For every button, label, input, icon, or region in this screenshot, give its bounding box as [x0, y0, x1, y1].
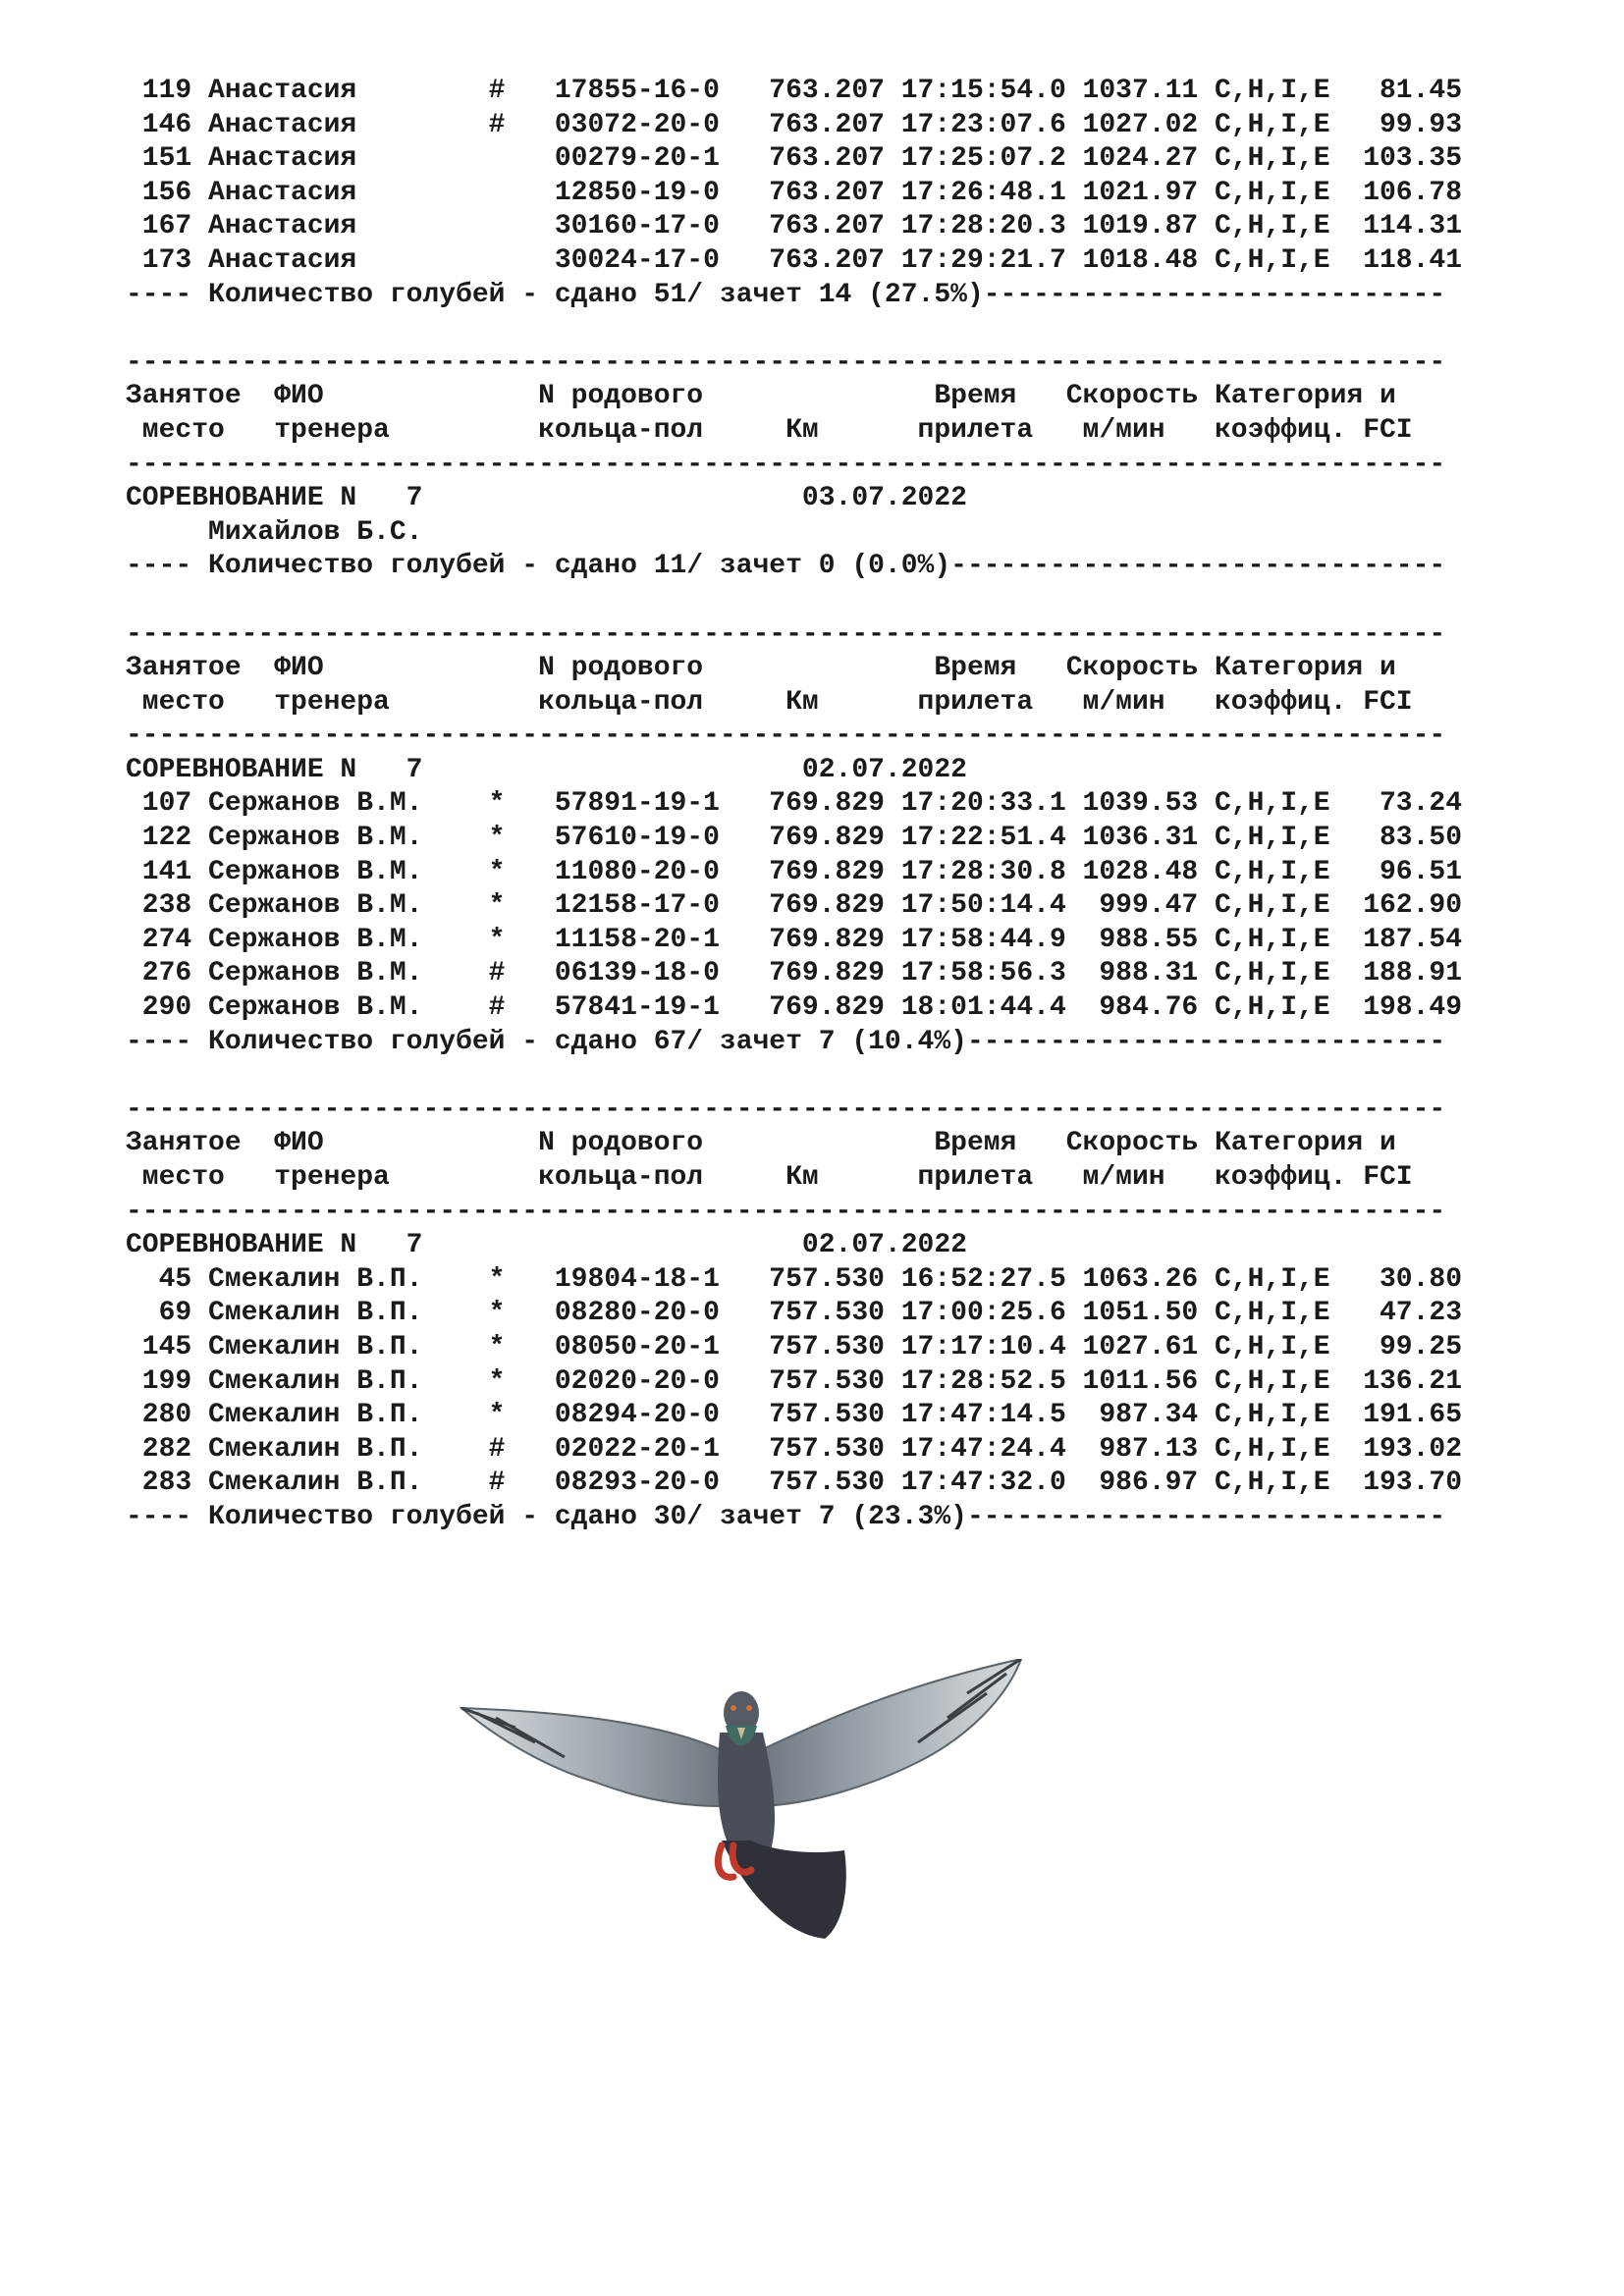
- report-line: 283 Смекалин В.П. # 08293-20-0 757.530 17:47:32.0 986.97 C,H,I,E 193.70: [126, 1468, 1463, 1499]
- report-line: ---- Количество голубей - сдано 11/ зачет 0 (0.0%)------------------------------: [126, 551, 1446, 582]
- report-line: ---- Количество голубей - сдано 30/ зачет 7 (23.3%)-----------------------------: [126, 1501, 1446, 1532]
- pigeon-eye: [731, 1705, 736, 1711]
- report-line: [126, 312, 1462, 347]
- report-line: место тренера кольца-пол Км прилета м/мин коэффиц. FCI: [126, 414, 1413, 446]
- report-line: 199 Смекалин В.П. * 02020-20-0 757.530 17:28:52.5 1011.56 C,H,I,E 136.21: [126, 1365, 1463, 1397]
- report-line: место тренера кольца-пол Км прилета м/мин коэффиц. FCI: [126, 686, 1413, 718]
- pigeon-illustration: [457, 1659, 1026, 1953]
- report-line: СОРЕВНОВАНИЕ N 7 02.07.2022: [126, 1230, 967, 1261]
- report-line: Занятое ФИО N родового Время Скорость Категория и: [126, 653, 1396, 684]
- results-listing: [126, 75, 1462, 1535]
- report-line: Занятое ФИО N родового Время Скорость Категория и: [126, 1128, 1396, 1159]
- report-line: СОРЕВНОВАНИЕ N 7 02.07.2022: [126, 754, 967, 785]
- report-line: [126, 1059, 1462, 1094]
- report-line: --------------------------------------------------------------------------------: [126, 347, 1446, 378]
- report-line: Михайлов Б.С.: [126, 516, 423, 548]
- report-line: 45 Смекалин В.П. * 19804-18-1 757.530 16:52:27.5 1063.26 C,H,I,E 30.80: [126, 1263, 1463, 1295]
- report-line: 282 Смекалин В.П. # 02022-20-1 757.530 17:47:24.4 987.13 C,H,I,E 193.02: [126, 1433, 1463, 1465]
- report-line: 276 Сержанов В.М. # 06139-18-0 769.829 17:58:56.3 988.31 C,H,I,E 188.91: [126, 958, 1463, 989]
- report-line: 122 Сержанов В.М. * 57610-19-0 769.829 17:22:51.4 1036.31 C,H,I,E 83.50: [126, 823, 1463, 854]
- report-line: --------------------------------------------------------------------------------: [126, 1094, 1446, 1125]
- report-line: 156 Анастасия 12850-19-0 763.207 17:26:48.1 1021.97 C,H,I,E 106.78: [126, 177, 1463, 208]
- report-line: 145 Смекалин В.П. * 08050-20-1 757.530 17:17:10.4 1027.61 C,H,I,E 99.25: [126, 1331, 1463, 1362]
- right-wing: [756, 1659, 1021, 1806]
- report-line: 151 Анастасия 00279-20-1 763.207 17:25:07.2 1024.27 C,H,I,E 103.35: [126, 143, 1463, 175]
- report-line: 274 Сержанов В.М. * 11158-20-1 769.829 17:58:44.9 988.55 C,H,I,E 187.54: [126, 924, 1463, 955]
- report-line: 119 Анастасия # 17855-16-0 763.207 17:15:54.0 1037.11 C,H,I,E 81.45: [126, 76, 1463, 106]
- report-line: [126, 584, 1462, 618]
- report-line: 146 Анастасия # 03072-20-0 763.207 17:23:07.6 1027.02 C,H,I,E 99.93: [126, 109, 1463, 140]
- report-line: 238 Сержанов В.М. * 12158-17-0 769.829 17:50:14.4 999.47 C,H,I,E 162.90: [126, 890, 1463, 922]
- report-line: ---- Количество голубей - сдано 67/ зачет 7 (10.4%)-----------------------------: [126, 1026, 1446, 1057]
- report-line: Занятое ФИО N родового Время Скорость Категория и: [126, 381, 1396, 412]
- report-line: --------------------------------------------------------------------------------: [126, 1196, 1446, 1227]
- report-line: ---- Количество голубей - сдано 51/ зачет 14 (27.5%)----------------------------: [126, 279, 1446, 310]
- report-line: 141 Сержанов В.М. * 11080-20-0 769.829 17:28:30.8 1028.48 C,H,I,E 96.51: [126, 856, 1463, 887]
- report-line: 280 Смекалин В.П. * 08294-20-0 757.530 17:47:14.5 987.34 C,H,I,E 191.65: [126, 1400, 1463, 1431]
- report-line: 107 Сержанов В.М. * 57891-19-1 769.829 17:20:33.1 1039.53 C,H,I,E 73.24: [126, 788, 1463, 820]
- pigeon-tail: [722, 1841, 846, 1939]
- report-line: 290 Сержанов В.М. # 57841-19-1 769.829 18:01:44.4 984.76 C,H,I,E 198.49: [126, 992, 1463, 1024]
- report-line: 173 Анастасия 30024-17-0 763.207 17:29:21.7 1018.48 C,H,I,E 118.41: [126, 244, 1463, 276]
- report-line: --------------------------------------------------------------------------------: [126, 721, 1446, 752]
- report-line: --------------------------------------------------------------------------------: [126, 449, 1446, 480]
- report-line: 69 Смекалин В.П. * 08280-20-0 757.530 17:00:25.6 1051.50 C,H,I,E 47.23: [126, 1298, 1463, 1329]
- report-line: место тренера кольца-пол Км прилета м/мин коэффиц. FCI: [126, 1162, 1413, 1193]
- report-line: 167 Анастасия 30160-17-0 763.207 17:28:20.3 1019.87 C,H,I,E 114.31: [126, 211, 1463, 242]
- report-line: --------------------------------------------------------------------------------: [126, 618, 1446, 650]
- pigeon-eye: [746, 1705, 752, 1711]
- report-line: СОРЕВНОВАНИЕ N 7 03.07.2022: [126, 483, 967, 514]
